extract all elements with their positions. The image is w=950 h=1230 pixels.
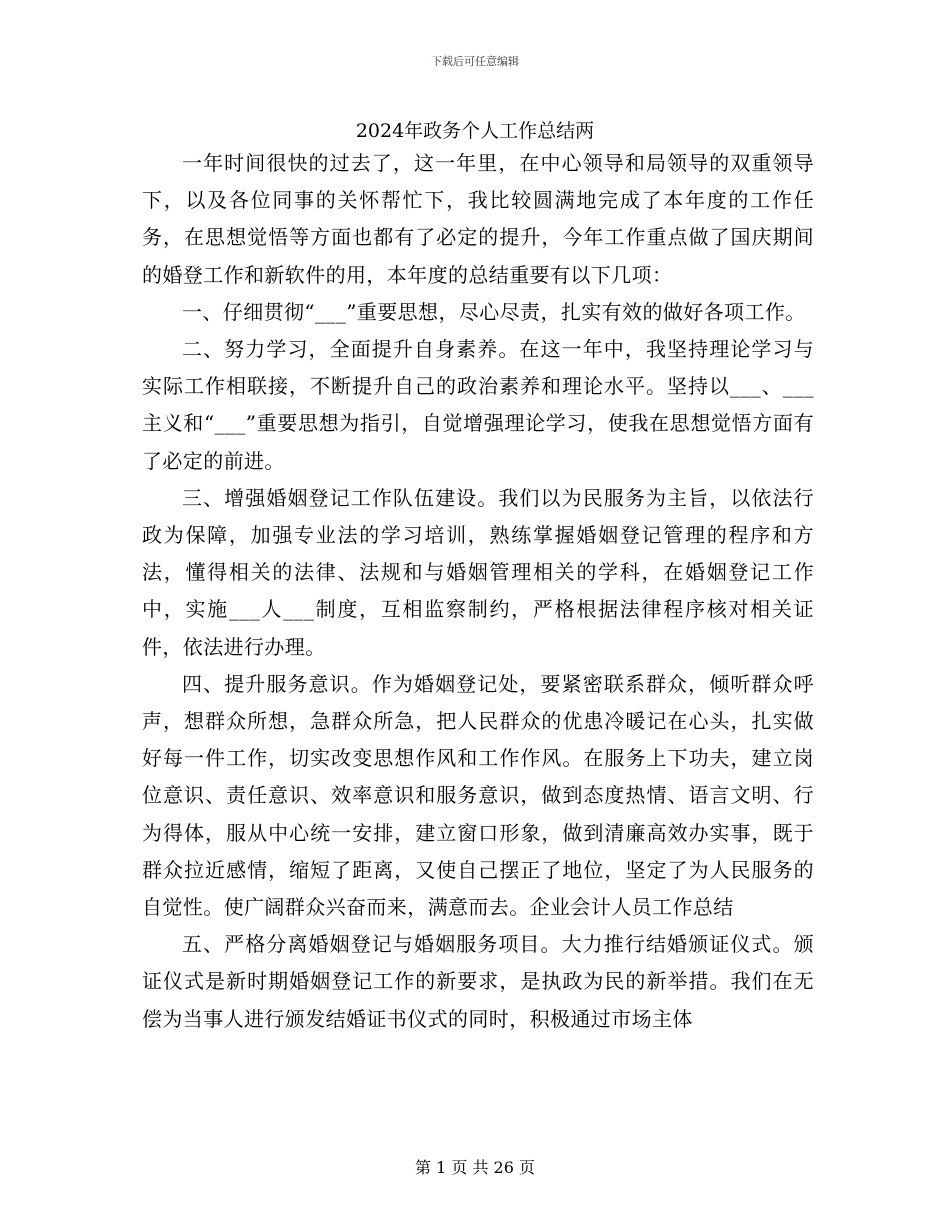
paragraph-two: 二、努力学习，全面提升自身素养。在这一年中，我坚持理论学习与实际工作相联接，不断提升自己的政治素养和理论水平。坚持以___、___主义和“___”重要思想为指引，自觉增强理论学习，使我在思想觉悟方面有了必定的前进。 <box>142 337 814 473</box>
document-title: 2024年政务个人工作总结两 <box>355 120 595 142</box>
paragraph-intro: 一年时间很快的过去了，这一年里，在中心领导和局领导的双重领导下，以及各位同事的关怀帮忙下，我比较圆满地完成了本年度的工作任务，在思想觉悟等方面也都有了必定的提升，今年工作重点做了国庆期间的婚登工作和新软件的用，本年度的总结重要有以下几项： <box>142 151 814 287</box>
paragraph-five: 五、严格分离婚姻登记与婚姻服务项目。大力推行结婚颁证仪式。颁证仪式是新时期婚姻登记工作的新要求，是执政为民的新举措。我们在无偿为当事人进行颁发结婚证书仪式的同时，积极通过市场主体 <box>142 932 814 1031</box>
paragraph-three: 三、增强婚姻登记工作队伍建设。我们以为民服务为主旨，以依法行政为保障，加强专业法的学习培训，熟练掌握婚姻登记管理的程序和方法，懂得相关的法律、法规和与婚姻管理相关的学科，在婚姻登记工作中，实施___人___制度，互相监察制约，严格根据法律程序核对相关证件，依法进行办理。 <box>142 485 814 659</box>
paragraph-four: 四、提升服务意识。作为婚姻登记处，要紧密联系群众，倾听群众呼声，想群众所想，急群众所急，把人民群众的优患冷暖记在心头，扎实做好每一件工作，切实改变思想作风和工作作风。在服务上下功夫，建立岗位意识、责任意识、效率意识和服务意识，做到态度热情、语言文明、行为得体，服从中心统一安排，建立窗口形象，做到清廉高效办实事，既于群众拉近感情，缩短了距离，又使自己摆正了地位，坚定了为人民服务的自觉性。使广阔群众兴奋而来，满意而去。企业会计人员工作总结 <box>142 671 814 920</box>
page-header-note: 下载后可任意编辑 <box>431 55 519 68</box>
document-body <box>142 145 814 1038</box>
page-number-footer: 第 1 页 共 26 页 <box>415 1158 535 1177</box>
paragraph-one: 一、仔细贯彻“___”重要思想，尽心尽责，扎实有效的做好各项工作。 <box>182 299 806 324</box>
